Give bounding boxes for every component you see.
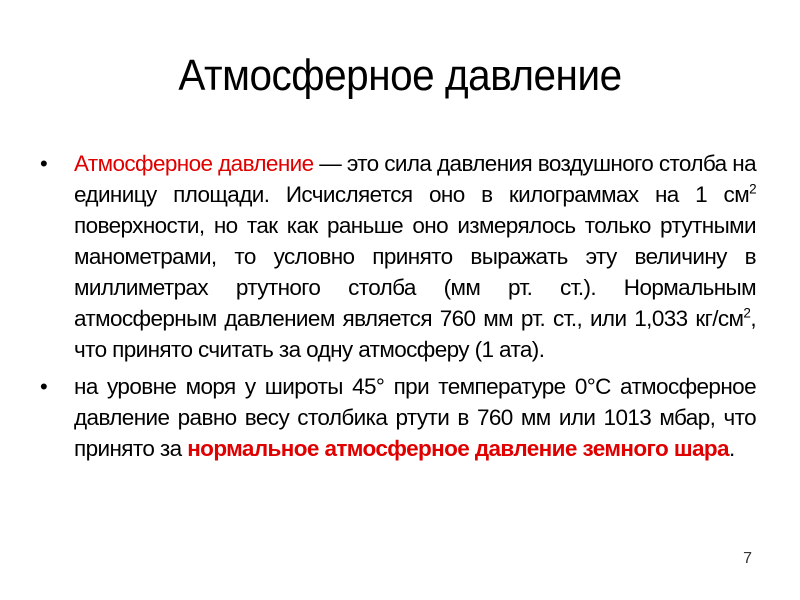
bullet-marker: •: [40, 374, 48, 399]
term-highlight: Атмосферное давление: [74, 151, 314, 176]
bullet-marker: •: [40, 151, 48, 176]
superscript: 2: [749, 181, 756, 197]
list-item: [40, 148, 756, 365]
superscript: 2: [743, 305, 751, 321]
paragraph-text: .: [728, 436, 735, 461]
paragraph-text: на уровне моря у широты 45° при температуре 0°С атмосферное давление равно весу столбика ртути в 760 мм или 1013 мбар, что принято за: [74, 374, 756, 461]
paragraph-text: — это сила давления воздушного столба на единицу площади. Исчисляется оно в килограммах на 1 см: [74, 151, 756, 207]
slide-title: Атмосферное давление: [178, 51, 622, 100]
bullet-list: [40, 148, 756, 470]
term-highlight-bold: нормальное атмосферное давление земного шара: [187, 436, 729, 461]
paragraph-text: поверхности, но так как раньше оно измерялось только ртутными манометрами, то условно принято выражать эту величину в миллиметрах ртутного столба (мм рт. ст.). Нормальным атмосферным давлением является 760 мм рт. ст., или 1,033 кг/см: [74, 213, 756, 331]
list-item: [40, 371, 756, 464]
paragraph-text: , что принято считать за одну атмосферу (1 ата).: [74, 306, 756, 362]
page-number: 7: [743, 550, 752, 567]
